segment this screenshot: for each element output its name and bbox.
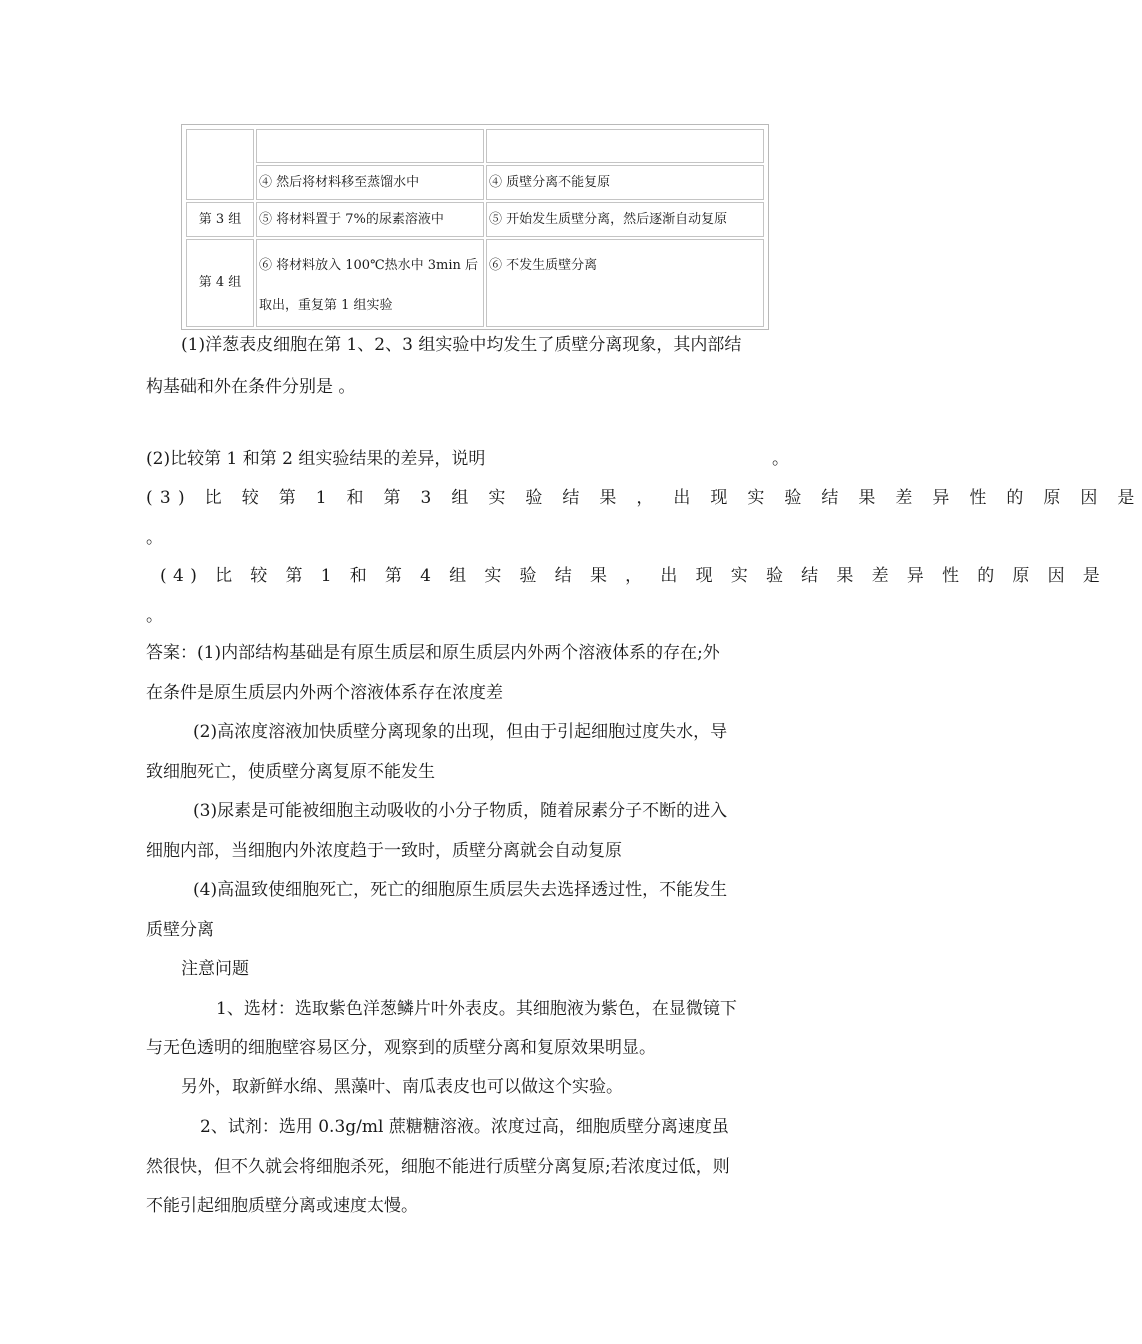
table-row bbox=[186, 239, 764, 327]
table-cell-result: ⑥ 不发生质壁分离 bbox=[486, 239, 764, 327]
table-row bbox=[186, 129, 764, 163]
question-1-line-1: (1)洋葱表皮细胞在第 1、2、3 组实验中均发生了质壁分离现象，其内部结 bbox=[181, 335, 742, 355]
table-cell-result: ⑤ 开始发生质壁分离，然后逐渐自动复原 bbox=[486, 202, 764, 237]
note-1-extra: 另外，取新鲜水绵、黑藻叶、南瓜表皮也可以做这个实验。 bbox=[181, 1077, 623, 1097]
table-cell-operation bbox=[256, 239, 484, 327]
question-2: (2)比较第 1 和第 2 组实验结果的差异，说明 bbox=[146, 449, 486, 469]
answer-2-line-1: (2)高浓度溶液加快质壁分离现象的出现，但由于引起细胞过度失水，导 bbox=[193, 722, 728, 742]
experiment-table bbox=[181, 124, 769, 330]
table-cell-group: 第 3 组 bbox=[186, 202, 254, 237]
table-cell-operation: ④ 然后将材料移至蒸馏水中 bbox=[256, 165, 484, 200]
question-2-end: 。 bbox=[772, 449, 789, 469]
table-cell-result bbox=[486, 129, 764, 163]
table-row bbox=[186, 165, 764, 200]
note-2-line-3: 不能引起细胞质壁分离或速度太慢。 bbox=[146, 1196, 418, 1216]
answer-4-line-2: 质壁分离 bbox=[146, 920, 214, 940]
table-cell-operation bbox=[256, 129, 484, 163]
note-2-line-2: 然很快，但不久就会将细胞杀死，细胞不能进行质壁分离复原;若浓度过低，则 bbox=[146, 1157, 730, 1177]
question-4: (4) 比 较 第 1 和 第 4 组 实 验 结 果 ， 出 现 实 验 结 果 差 异 性 的 原 因 是 bbox=[160, 566, 1107, 586]
question-1-line-2: 构基础和外在条件分别是 。 bbox=[146, 377, 356, 397]
question-3: (3) 比 较 第 1 和 第 3 组 实 验 结 果 ， 出 现 实 验 结 果 差 异 性 的 原 因 是 bbox=[146, 488, 1142, 508]
answer-2-line-2: 致细胞死亡，使质壁分离复原不能发生 bbox=[146, 762, 435, 782]
answer-4-line-1: (4)高温致使细胞死亡，死亡的细胞原生质层失去选择透过性，不能发生 bbox=[193, 880, 728, 900]
experiment-table-grid bbox=[184, 127, 766, 329]
question-4-end: 。 bbox=[146, 606, 163, 626]
notes-heading: 注意问题 bbox=[181, 959, 249, 979]
answer-3-line-1: (3)尿素是可能被细胞主动吸收的小分子物质，随着尿素分子不断的进入 bbox=[193, 801, 728, 821]
operation-line: ⑥ 将材料放入 100℃热水中 3min 后 bbox=[259, 258, 479, 273]
operation-line: 取出，重复第 1 组实验 bbox=[259, 298, 393, 313]
table-cell-group: 第 4 组 bbox=[186, 239, 254, 327]
answer-1-line-1: 答案：(1)内部结构基础是有原生质层和原生质层内外两个溶液体系的存在;外 bbox=[146, 643, 720, 663]
note-2-line-1: 2、试剂：选用 0.3g/ml 蔗糖糖溶液。浓度过高，细胞质壁分离速度虽 bbox=[200, 1117, 729, 1137]
table-row bbox=[186, 202, 764, 237]
table-cell-group bbox=[186, 129, 254, 200]
note-1-line-2: 与无色透明的细胞壁容易区分，观察到的质壁分离和复原效果明显。 bbox=[146, 1038, 656, 1058]
table-cell-result: ④ 质壁分离不能复原 bbox=[486, 165, 764, 200]
note-1-line-1: 1、选材：选取紫色洋葱鳞片叶外表皮。其细胞液为紫色，在显微镜下 bbox=[216, 999, 737, 1019]
question-3-end: 。 bbox=[146, 528, 163, 548]
answer-3-line-2: 细胞内部，当细胞内外浓度趋于一致时，质壁分离就会自动复原 bbox=[146, 841, 622, 861]
table-cell-operation: ⑤ 将材料置于 7%的尿素溶液中 bbox=[256, 202, 484, 237]
answer-1-line-2: 在条件是原生质层内外两个溶液体系存在浓度差 bbox=[146, 683, 503, 703]
